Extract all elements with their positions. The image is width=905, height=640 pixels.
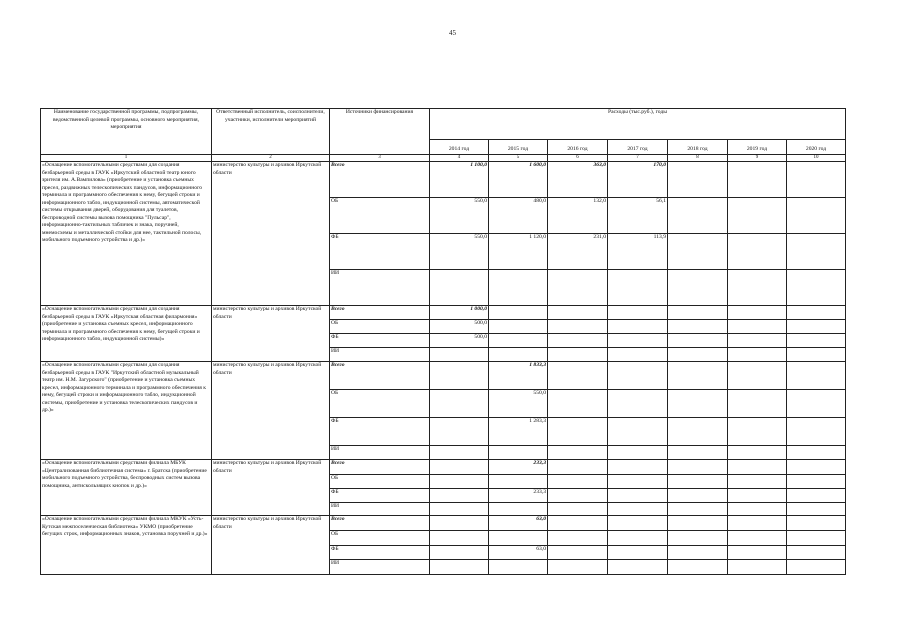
amount-cell (548, 390, 608, 418)
amount-cell (608, 516, 668, 531)
amount-cell (608, 390, 668, 418)
executor-cell: министерство культуры и архивов Иркутской области (212, 162, 330, 306)
program-name-cell: «Оснащение вспомогательными средствами для создания безбарьерной среды в ГАУК «Иркутский областной театр юного зрителя им. А.Вампилова» (приобретение и установка съемных пресел, раздвижных телескопических пандусов, информационного терминала и программного обеспечения к нему, бегущей строки и информационного табло, индукционной системы, автоматической системы открывания дверей, оборудования для туалетов, беспроводной системы вызова помощника "Пульсар", информационно-тактильных табличек и знака, поручней, мнемосхемы и металлической стойки для нее, тактильной полосы, мобильного подъемного устройства и др.)» (41, 162, 212, 306)
amount-cell: 56,1 (608, 198, 668, 234)
amount-cell (548, 306, 608, 320)
amount-cell: 1 283,3 (489, 418, 548, 446)
amount-cell (608, 348, 668, 362)
amount-cell: 231,0 (548, 234, 608, 270)
amount-cell (668, 418, 728, 446)
column-number: 1 (41, 155, 212, 162)
amount-cell (787, 270, 846, 306)
header-year: 2017 год (608, 140, 668, 155)
amount-cell (430, 362, 489, 390)
amount-cell (668, 362, 728, 390)
header-executor: Ответственный исполнитель, соисполнители, участники, исполнители мероприятий (212, 109, 330, 155)
amount-cell (787, 560, 846, 575)
table-row (41, 162, 846, 198)
amount-cell (489, 560, 548, 575)
funding-source-cell: ОБ (330, 198, 430, 234)
amount-cell (430, 348, 489, 362)
program-name-cell: «Оснащение вспомогательными средствами для создания безбарьерной среды в ГАУК "Иркутский областной музыкальный театр им. Н.М. Загурского" (приобретение и установка съемных кресел, информационного терминала и программного обеспечения к нему, бегущей строки и информационного табло, индукционной системы, приобретение и установка телескопических пандусов и др.)» (41, 362, 212, 460)
program-name-cell: «Оснащение вспомогательными средствами для создания безбарьерной среды в ГАУК «Иркутская областная филармония» (приобретение и установка съемных кресел, информационного терминала и программного обеспечения к нему, бегущей строки и информационного табло, индукционной системы)» (41, 306, 212, 362)
funding-source-cell: ИИ (330, 270, 430, 306)
amount-cell (489, 503, 548, 516)
amount-cell (548, 503, 608, 516)
amount-cell (608, 503, 668, 516)
column-number: 3 (330, 155, 430, 162)
amount-cell (430, 503, 489, 516)
amount-cell (787, 475, 846, 489)
amount-cell (668, 446, 728, 460)
column-number: 6 (548, 155, 608, 162)
column-number: 8 (668, 155, 728, 162)
funding-source-cell: ФБ (330, 546, 430, 560)
table-row (41, 362, 846, 390)
amount-cell (430, 446, 489, 460)
funding-source-cell: Всего (330, 162, 430, 198)
amount-cell: 233,3 (489, 460, 548, 475)
amount-cell (430, 270, 489, 306)
amount-cell (608, 560, 668, 575)
funding-source-cell: Всего (330, 460, 430, 475)
funding-source-cell: ОБ (330, 320, 430, 334)
amount-cell (608, 270, 668, 306)
amount-cell: 132,0 (548, 198, 608, 234)
amount-cell (668, 460, 728, 475)
amount-cell (728, 446, 787, 460)
amount-cell (668, 560, 728, 575)
amount-cell (430, 516, 489, 531)
amount-cell (489, 320, 548, 334)
amount-cell (668, 546, 728, 560)
amount-cell (430, 531, 489, 546)
amount-cell (548, 531, 608, 546)
header-year: 2020 год (787, 140, 846, 155)
amount-cell (548, 362, 608, 390)
amount-cell (548, 489, 608, 503)
amount-cell (728, 234, 787, 270)
amount-cell: 1 600,0 (489, 162, 548, 198)
amount-cell (489, 531, 548, 546)
funding-source-cell: ИИ (330, 503, 430, 516)
budget-table (40, 108, 846, 575)
amount-cell (668, 489, 728, 503)
funding-source-cell: ИИ (330, 446, 430, 460)
amount-cell (728, 503, 787, 516)
amount-cell (430, 560, 489, 575)
amount-cell (728, 306, 787, 320)
amount-cell: 500,0 (430, 320, 489, 334)
amount-cell (787, 162, 846, 198)
amount-cell (548, 446, 608, 460)
amount-cell: 480,0 (489, 198, 548, 234)
amount-cell (668, 531, 728, 546)
amount-cell (430, 475, 489, 489)
amount-cell (787, 446, 846, 460)
amount-cell (668, 334, 728, 348)
amount-cell (728, 516, 787, 531)
amount-cell (608, 320, 668, 334)
amount-cell (787, 418, 846, 446)
amount-cell (728, 489, 787, 503)
amount-cell: 550,0 (430, 198, 489, 234)
amount-cell (608, 546, 668, 560)
amount-cell (489, 334, 548, 348)
amount-cell (668, 162, 728, 198)
amount-cell (787, 390, 846, 418)
funding-source-cell: ИИ (330, 560, 430, 575)
amount-cell (548, 546, 608, 560)
amount-cell: 170,0 (608, 162, 668, 198)
amount-cell (728, 546, 787, 560)
table-row (41, 306, 846, 320)
table-body (41, 162, 846, 575)
funding-source-cell: ФБ (330, 234, 430, 270)
amount-cell (728, 162, 787, 198)
funding-source-cell: ФБ (330, 334, 430, 348)
amount-cell (787, 234, 846, 270)
amount-cell (668, 198, 728, 234)
column-number: 4 (430, 155, 489, 162)
amount-cell (787, 489, 846, 503)
amount-cell (787, 516, 846, 531)
amount-cell (787, 348, 846, 362)
amount-cell (787, 306, 846, 320)
amount-cell (728, 390, 787, 418)
amount-cell: 363,0 (548, 162, 608, 198)
amount-cell (787, 198, 846, 234)
amount-cell (608, 475, 668, 489)
amount-cell (608, 446, 668, 460)
program-name-cell: «Оснащение вспомогательными средствами филиала МБУК «Централизованная библиотечная система» г. Братска (приобретение мобильного подъемного устройства, беспроводных систем вызова помощника, антискользящих кнопок и др.)» (41, 460, 212, 516)
amount-cell (548, 460, 608, 475)
amount-cell (787, 334, 846, 348)
amount-cell: 500,0 (430, 334, 489, 348)
amount-cell: 233,3 (489, 489, 548, 503)
funding-source-cell: ИИ (330, 348, 430, 362)
amount-cell (430, 418, 489, 446)
column-number: 10 (787, 155, 846, 162)
header-program-name: Наименование государственной программы, подпрограммы, ведомственной целевой программы, основного мероприятия, мероприятия (41, 109, 212, 155)
amount-cell (728, 460, 787, 475)
funding-source-cell: ОБ (330, 531, 430, 546)
amount-cell (787, 362, 846, 390)
executor-cell: министерство культуры и архивов Иркутской области (212, 362, 330, 460)
amount-cell: 1 120,0 (489, 234, 548, 270)
header-funding-source: Источники финансирования (330, 109, 430, 155)
amount-cell (668, 320, 728, 334)
amount-cell (430, 489, 489, 503)
funding-source-cell: Всего (330, 362, 430, 390)
funding-source-cell: ФБ (330, 489, 430, 503)
amount-cell (548, 560, 608, 575)
amount-cell (430, 460, 489, 475)
header-year: 2019 год (728, 140, 787, 155)
table-row (41, 516, 846, 531)
funding-source-cell: ОБ (330, 475, 430, 489)
amount-cell (728, 362, 787, 390)
amount-cell (608, 418, 668, 446)
amount-cell (489, 348, 548, 362)
program-name-cell: «Оснащение вспомогательными средствами филиала МКУК «Усть-Кутская межпоселенческая библиотека» УКМО (приобретение бегущих строк, информационных знаков, установка поручней и др.)» (41, 516, 212, 575)
amount-cell (728, 418, 787, 446)
funding-source-cell: ОБ (330, 390, 430, 418)
amount-cell (608, 460, 668, 475)
amount-cell (430, 390, 489, 418)
funding-source-cell: ФБ (330, 418, 430, 446)
amount-cell (728, 475, 787, 489)
amount-cell (548, 475, 608, 489)
amount-cell: 550,0 (430, 234, 489, 270)
amount-cell: 113,9 (608, 234, 668, 270)
amount-cell (489, 475, 548, 489)
amount-cell (608, 306, 668, 320)
funding-source-cell: Всего (330, 306, 430, 320)
amount-cell (787, 503, 846, 516)
executor-cell: министерство культуры и архивов Иркутской области (212, 516, 330, 575)
amount-cell (728, 560, 787, 575)
amount-cell (668, 270, 728, 306)
executor-cell: министерство культуры и архивов Иркутской области (212, 306, 330, 362)
amount-cell (728, 531, 787, 546)
page-number: 45 (449, 29, 456, 37)
amount-cell (489, 446, 548, 460)
amount-cell (548, 334, 608, 348)
amount-cell: 1 000,0 (430, 306, 489, 320)
amount-cell: 1 100,0 (430, 162, 489, 198)
header-year: 2018 год (668, 140, 728, 155)
amount-cell (728, 348, 787, 362)
amount-cell (608, 334, 668, 348)
amount-cell (608, 362, 668, 390)
header-year: 2016 год (548, 140, 608, 155)
column-number: 9 (728, 155, 787, 162)
amount-cell (608, 489, 668, 503)
executor-cell: министерство культуры и архивов Иркутской области (212, 460, 330, 516)
amount-cell (728, 270, 787, 306)
amount-cell (489, 270, 548, 306)
column-number: 7 (608, 155, 668, 162)
table-row (41, 460, 846, 475)
amount-cell (728, 320, 787, 334)
amount-cell (668, 348, 728, 362)
amount-cell: 550,0 (489, 390, 548, 418)
amount-cell (668, 306, 728, 320)
amount-cell (668, 390, 728, 418)
amount-cell (787, 320, 846, 334)
amount-cell (668, 516, 728, 531)
amount-cell (728, 198, 787, 234)
amount-cell (548, 516, 608, 531)
amount-cell (668, 475, 728, 489)
amount-cell: 63,0 (489, 546, 548, 560)
amount-cell (548, 270, 608, 306)
column-number: 5 (489, 155, 548, 162)
column-number: 2 (212, 155, 330, 162)
amount-cell (489, 306, 548, 320)
amount-cell (728, 334, 787, 348)
amount-cell (787, 531, 846, 546)
amount-cell: 1 833,3 (489, 362, 548, 390)
amount-cell (548, 320, 608, 334)
header-year: 2014 год (430, 140, 489, 155)
amount-cell (548, 418, 608, 446)
funding-source-cell: Всего (330, 516, 430, 531)
amount-cell (608, 531, 668, 546)
amount-cell (668, 234, 728, 270)
amount-cell (668, 503, 728, 516)
amount-cell (787, 546, 846, 560)
amount-cell (548, 348, 608, 362)
amount-cell (787, 460, 846, 475)
amount-cell: 63,0 (489, 516, 548, 531)
amount-cell (430, 546, 489, 560)
header-year: 2015 год (489, 140, 548, 155)
header-expenses: Расходы (тыс.руб.), годы (430, 109, 846, 140)
